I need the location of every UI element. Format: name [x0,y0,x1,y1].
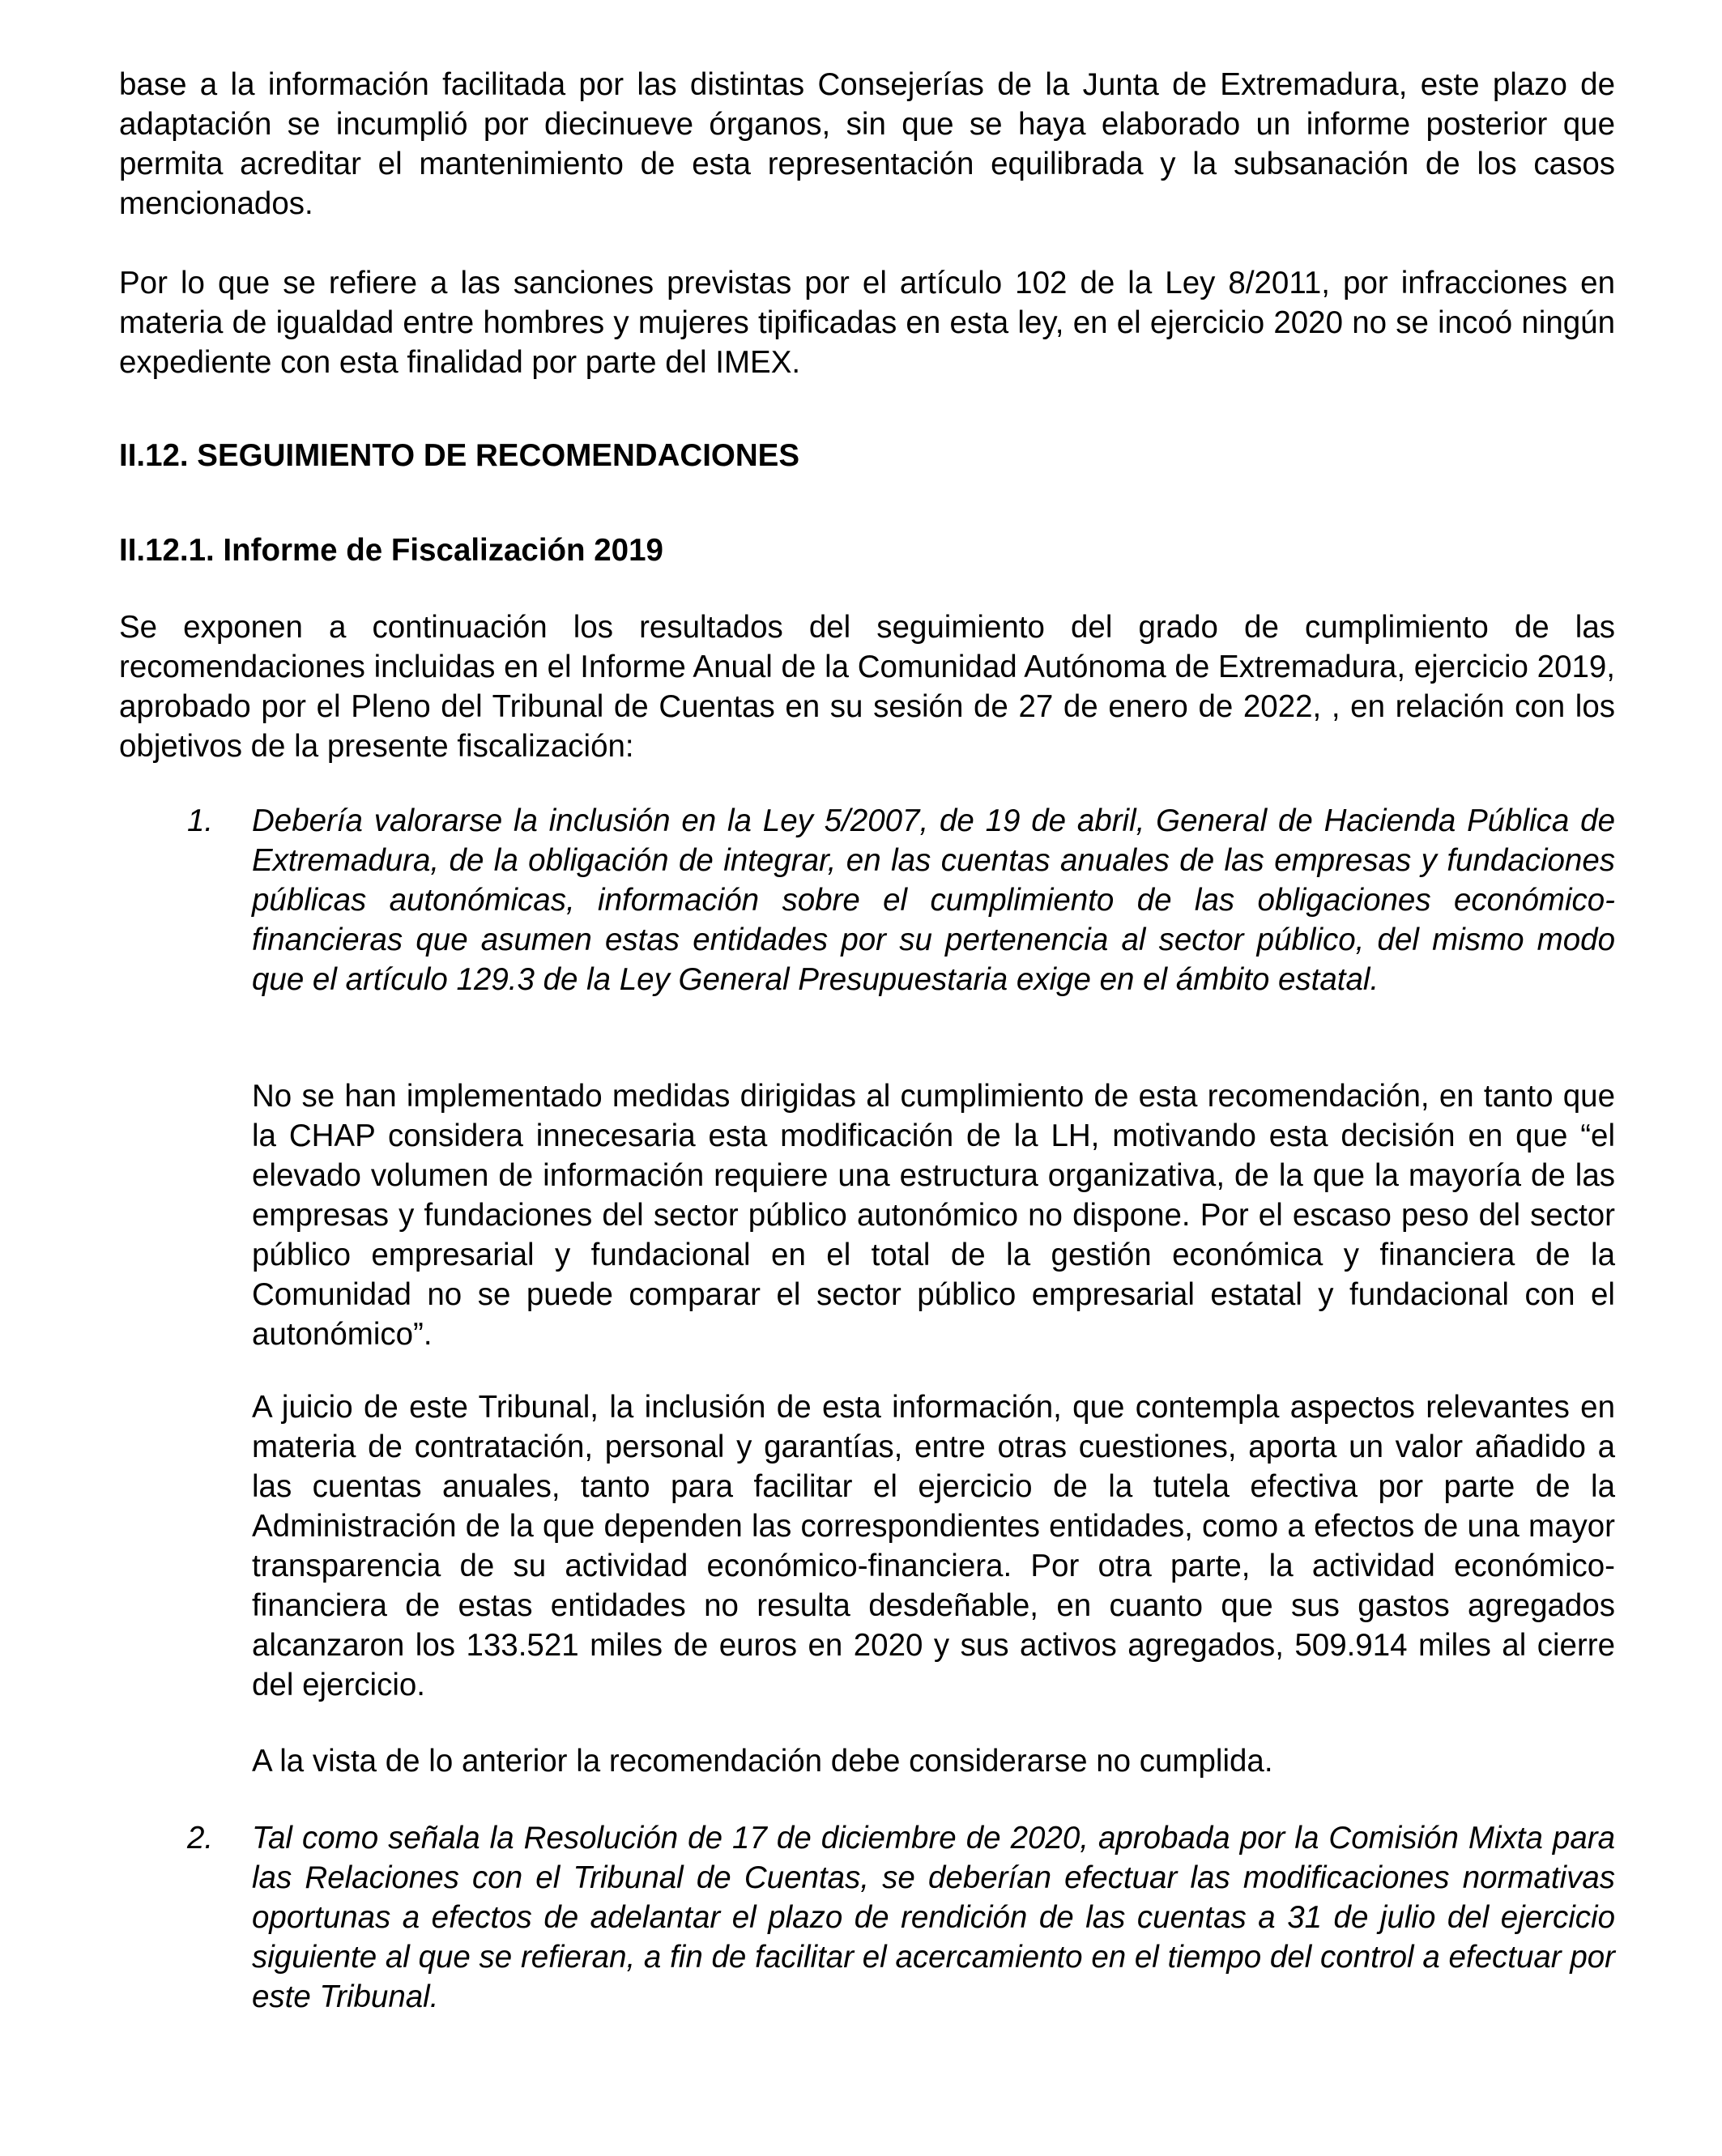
comment-1-response: No se han implementado medidas dirigidas al cumplimiento de esta recomendación, en tanto que la CHAP considera innecesaria esta modificación de la LH, motivando esta decisión en que “el elevado volumen de información requiere una estructura organizativa, de la que la mayoría de las empresas y fundaciones del sector público autonómico no dispone. Por el escaso peso del sector público empresarial y fundacional en el total de la gestión económica y financiera de la Comunidad no se puede comparar el sector público empresarial estatal y fundacional con el autonómico”. [252,1079,1615,1352]
comment-1-tribunal: A juicio de este Tribunal, la inclusión de esta información, que contempla aspectos relevantes en materia de contratación, personal y garantías, entre otras cuestiones, aporta un valor añadido a las cuentas anuales, tanto para facilitar el ejercicio de la tutela efectiva por parte de la Administración de la que dependen las correspondientes entidades, como a efectos de una mayor transparencia de su actividad económico-financiera. Por otra parte, la actividad económico-financiera de estas entidades no resulta desdeñable, en cuanto que sus gastos agregados alcanzaron los 133.521 miles de euros en 2020 y sus activos agregados, 509.914 miles al cierre del ejercicio. [252,1390,1615,1702]
recommendation-2: Tal como señala la Resolución de 17 de diciembre de 2020, aprobada por la Comisión Mixta para las Relaciones con el Tribunal de Cuentas, se deberían efectuar las modificaciones normativas oportunas a efectos de adelantar el plazo de rendición de las cuentas a 31 de julio del ejercicio siguiente al que se refieran, a fin de facilitar el acercamiento en el tiempo del control a efectuar por este Tribunal. [252,1821,1615,2014]
list-item-number-2: 2. [187,1821,214,1856]
list-item-number-1: 1. [187,803,214,838]
subsection-heading: II.12.1. Informe de Fiscalización 2019 [119,533,663,568]
paragraph-sanciones: Por lo que se refiere a las sanciones previstas por el artículo 102 de la Ley 8/2011, por infracciones en materia de igualdad entre hombres y mujeres tipificadas en esta ley, en el ejercicio 2020 no se incoó ningún expediente con esta finalidad por parte del IMEX. [119,266,1615,380]
intro-paragraph: Se exponen a continuación los resultados del seguimiento del grado de cumplimiento de las recomendaciones incluidas en el Informe Anual de la Comunidad Autónoma de Extremadura, ejercicio 2019, aprobado por el Pleno del Tribunal de Cuentas en su sesión de 27 de enero de 2022, , en relación con los objetivos de la presente fiscalización: [119,610,1615,764]
recommendation-1: Debería valorarse la inclusión en la Ley 5/2007, de 19 de abril, General de Hacienda Pública de Extremadura, de la obligación de integrar, en las cuentas anuales de las empresas y fundaciones públicas autonómicas, información sobre el cumplimiento de las obligaciones económico-financieras que asumen estas entidades por su pertenencia al sector público, del mismo modo que el artículo 129.3 de la Ley General Presupuestaria exige en el ámbito estatal. [252,803,1615,997]
comment-1-conclusion: A la vista de lo anterior la recomendación debe considerarse no cumplida. [252,1744,1273,1779]
paragraph-representacion: base a la información facilitada por las distintas Consejerías de la Junta de Extremadura, este plazo de adaptación se incumplió por diecinueve órganos, sin que se haya elaborado un informe posterior que permita acreditar el mantenimiento de esta representación equilibrada y la subsanación de los casos mencionados. [119,67,1615,221]
section-heading: II.12. SEGUIMIENTO DE RECOMENDACIONES [119,438,800,473]
